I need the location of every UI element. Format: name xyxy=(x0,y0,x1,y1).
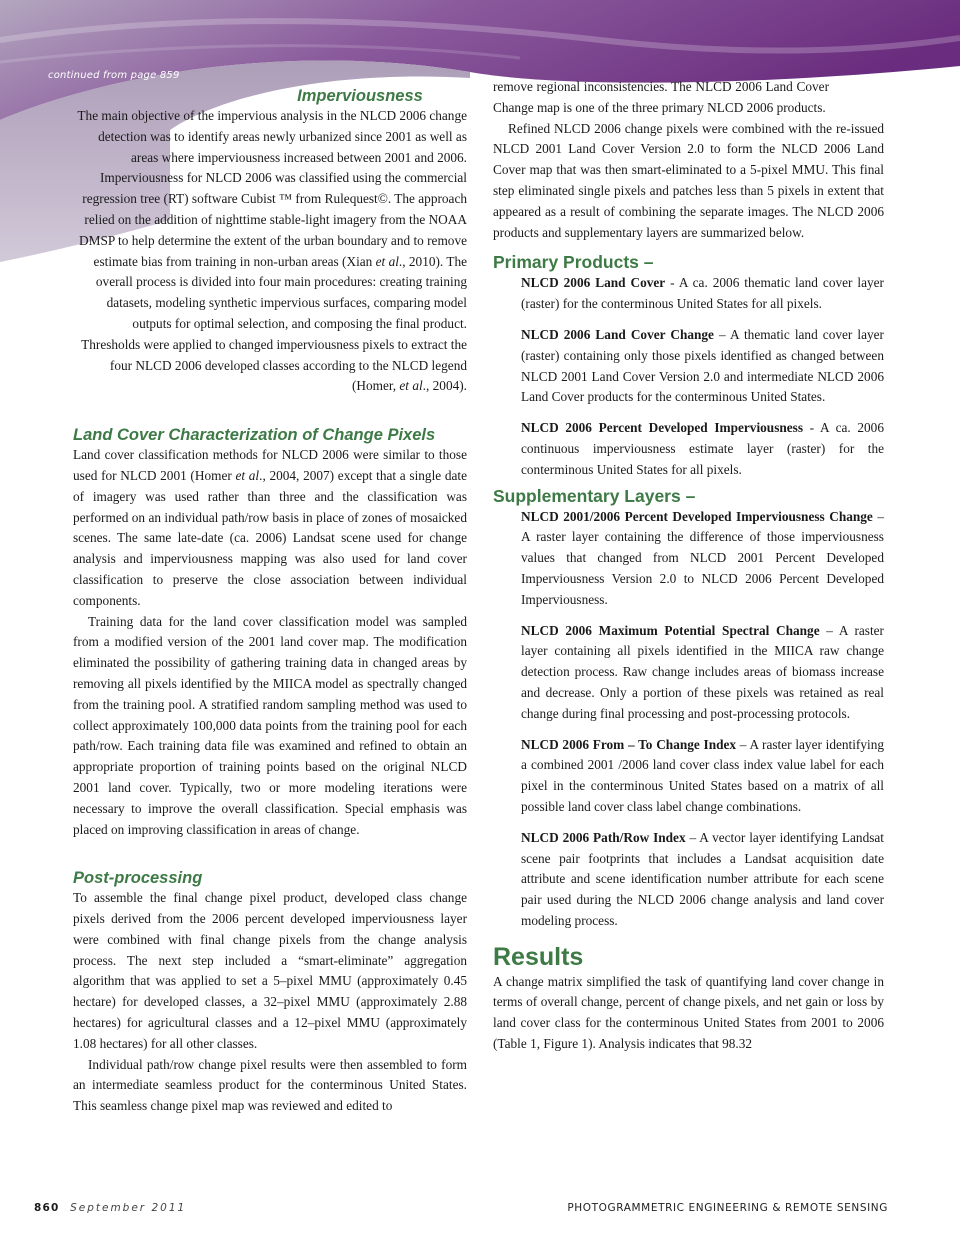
heading-primary-products: Primary Products – xyxy=(493,252,654,273)
lcc-paragraph-1: Land cover classification methods for NLCD 2006 were similar to those used for NLCD 2001 (Homer et al., 2004, 2007) except that a single date of imagery was used rather than three and the classification was performed on an individual path/row basis in place of zones of mosaicked scenes. The same late-date (ca. 2006) Landsat scene used for change analysis and imperviousness mapping was also used for land cover classification to preserve the close association between individual components. xyxy=(73,447,468,608)
continued-note: continued from page 859 xyxy=(48,70,180,81)
supplementary-layers-list xyxy=(493,507,884,932)
heading-supplementary-layers: Supplementary Layers – xyxy=(493,485,696,506)
primary-product-item: NLCD 2006 Land Cover Change – A thematic land cover layer (raster) containing only those pixels identified as changed between NLCD 2001 Land Cover Version 2.0 and intermediate NLCD 2006 Land Cover products for the conterminous United States. xyxy=(521,326,884,405)
post-paragraph-1: To assemble the final change pixel product, developed class change pixels derived from the 2006 percent developed imperviousness layer were combined with final change pixels from the change analysis process. The next step included a “smart-eliminate” aggregation algorithm that was applied to set a 5–pixel MMU (approximately 0.45 hectare) for developed classes, a 32–pixel MMU (approximately 2.88 hectares) for agricultural classes and a 12–pixel MMU (approximately 1.08 hectares) for all other classes. xyxy=(73,890,467,1051)
issue-date: September 2011 xyxy=(70,1202,187,1214)
post-paragraph-2: Individual path/row change pixel results were then assembled to form an intermediate seamless product for the conterminous United States. This seamless change pixel map was reviewed and edited to xyxy=(73,1056,467,1114)
results-paragraph: A change matrix simplified the task of quantifying land cover change in terms of overall change, percent of change pixels, and net gain or loss by land cover class for the conterminous United States from 2001 to 2006 (Table 1, Figure 1). Analysis indicates that 98.32 xyxy=(493,973,884,1052)
footer-page-info xyxy=(34,1202,186,1214)
supplementary-layer-item: NLCD 2001/2006 Percent Developed Imperviousness Change – A raster layer containing the difference of those imperviousness values that changed from NLCD 2001 Percent Developed Imperviousness Version 2.0 to NLCD 2006 Percent Developed Imperviousness. xyxy=(521,508,884,607)
heading-land-cover-characterization: Land Cover Characterization of Change Pixels xyxy=(73,426,436,445)
supplementary-layer-item: NLCD 2006 From – To Change Index – A raster layer identifying a combined 2001 /2006 land cover class index value label for each pixel in the conterminous United States based on a matrix of all possible land cover class label change combinations. xyxy=(521,736,884,814)
lcc-paragraph-2: Training data for the land cover classification model was sampled from a modified version of the 2001 land cover map. The modification eliminated the possibility of gathering training data in changed areas by removing all pixels identified by the MIICA model as spectrally changed from the training pool. A stratified random sampling method was used to collect approximately 100,000 data points from the training pool for each path/row. Each training data file was examined and refined to obtain an appropriate proportion of training points based on the original NLCD 2001 land cover. Typically, two or more modeling iterations were necessary to improve the overall classification. Special emphasis was placed on improving classification in areas of change. xyxy=(73,613,467,837)
primary-product-item: NLCD 2006 Land Cover - A ca. 2006 thematic land cover layer (raster) for the conterminous United States for all pixels. xyxy=(521,275,884,312)
journal-name: PHOTOGRAMMETRIC ENGINEERING & REMOTE SENSING xyxy=(567,1202,888,1214)
continued-paragraph: remove regional inconsistencies. The NLCD 2006 Land Cover Change map is one of the three primary NLCD 2006 products. xyxy=(493,79,829,115)
refined-paragraph: Refined NLCD 2006 change pixels were combined with the re-issued NLCD 2001 Land Cover Version 2.0 to form the NLCD 2006 Land Cover map that was then smart-eliminated to a 5-pixel MMU. This final step eliminated single pixels and patches less than 5 pixels in extent that appeared as a result of combining the separate images. The NLCD 2006 products and supplementary layers are summarized below. xyxy=(493,120,884,240)
right-column xyxy=(493,77,884,1055)
page-number: 860 xyxy=(34,1202,60,1214)
heading-post-processing: Post-processing xyxy=(73,869,203,888)
supplementary-layer-item: NLCD 2006 Maximum Potential Spectral Change – A raster layer containing all pixels identified in the MIICA raw change detection process. Raw change includes areas of biomass increase and decrease. Only a portion of these pixels was retained as real change during final processing and post-processing protocols. xyxy=(521,622,884,721)
heading-results: Results xyxy=(493,942,584,971)
heading-imperviousness: Imperviousness xyxy=(297,87,423,105)
imperviousness-paragraph: The main objective of the impervious analysis in the NLCD 2006 change detection was to identify areas newly urbanized since 2001 as well as areas where imperviousness increased between 2001 and 2006. Imperviousness for NLCD 2006 was classified using the commercial regression tree (RT) software Cubist ™ from Rulequest©. The approach relied on the addition of nighttime stable-light imagery from the NOAA DMSP to help determine the extent of the urban boundary and to remove estimate bias from training in non-urban areas (Xian et al., 2010). The overall process is divided into four main procedures: creating training datasets, modeling synthetic impervious surfaces, comparing model outputs for optimal selection, and composing the final product. Thresholds were applied to changed imperviousness pixels to extract the four NLCD 2006 developed classes according to the NLCD legend (Homer, et al., 2004). xyxy=(77,108,467,394)
primary-product-item: NLCD 2006 Percent Developed Imperviousness - A ca. 2006 continuous imperviousness estimate layer (raster) for the conterminous United States for all pixels. xyxy=(521,420,884,477)
supplementary-layer-item: NLCD 2006 Path/Row Index – A vector layer identifying Landsat scene pair footprints that includes a Landsat acquisition date attribute and scene identification number attribute for each scene pair used during the NLCD 2006 change analysis and land cover modeling process. xyxy=(521,829,884,928)
left-column xyxy=(73,86,467,1117)
primary-products-list xyxy=(493,273,884,480)
